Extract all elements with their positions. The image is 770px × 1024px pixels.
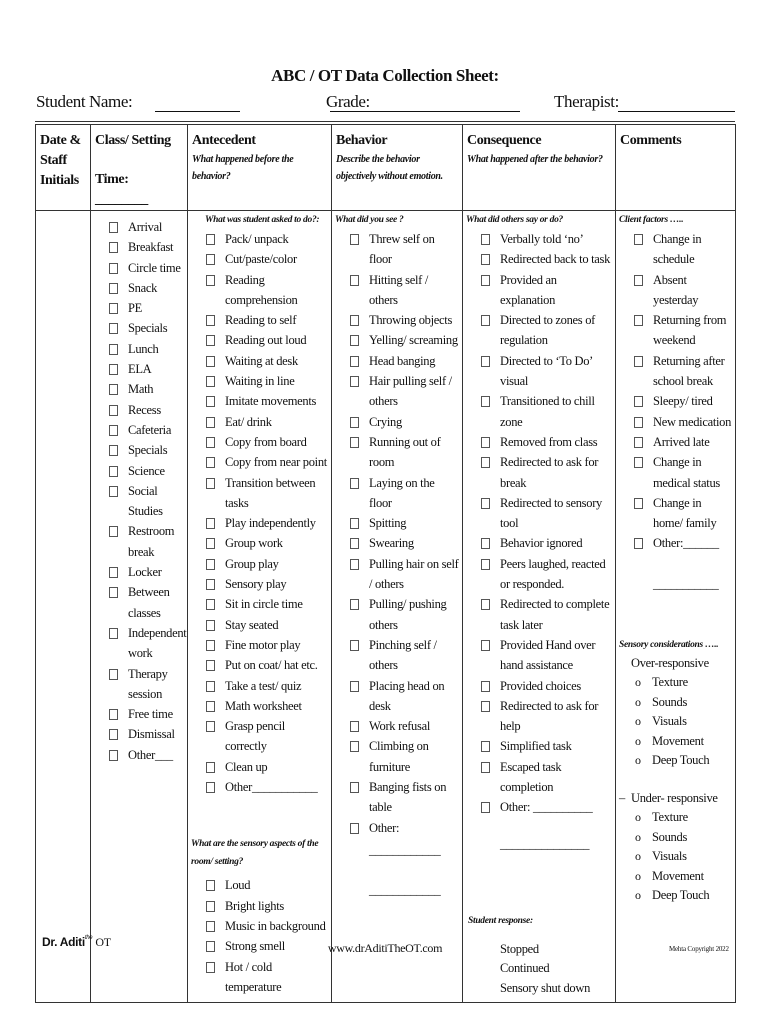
class-setting-checkbox[interactable]: Math <box>94 379 184 399</box>
class-setting-checkbox[interactable]: ELA <box>94 359 184 379</box>
sensory-aspects-caption: What are the sensory aspects of the room/ setting? <box>191 839 319 868</box>
under-responsive-label: – Under- responsive <box>619 790 718 805</box>
antecedent-checkbox[interactable]: Play independently <box>191 513 328 533</box>
behavior-cell <box>332 211 463 1003</box>
consequence-checkbox[interactable]: Provided an explanation <box>466 270 612 311</box>
comments-cell <box>616 211 736 1003</box>
antecedent-checkbox[interactable]: Pack/ unpack <box>191 229 328 249</box>
antecedent-checkbox[interactable]: Fine motor play <box>191 635 328 655</box>
sensory-aspect-checkbox[interactable]: Hot / cold temperature <box>191 957 328 998</box>
comments-blank-line[interactable]: ___________ <box>653 576 719 591</box>
behavior-checkbox[interactable]: Laying on the floor <box>335 473 459 514</box>
antecedent-cell <box>188 211 332 1003</box>
class-setting-checkbox[interactable]: Circle time <box>94 258 184 278</box>
student-name-label: Student Name: <box>36 92 133 111</box>
sensory-aspect-checkbox[interactable]: Bright lights <box>191 896 328 916</box>
antecedent-checkbox[interactable]: Stay seated <box>191 615 328 635</box>
behavior-checkbox[interactable]: Banging fists on table <box>335 777 459 818</box>
antecedent-checkbox[interactable]: Sit in circle time <box>191 594 328 614</box>
under-responsive-option[interactable]: o Sounds <box>619 828 732 848</box>
behavior-checkbox[interactable]: Hair pulling self / others <box>335 371 459 412</box>
client-factor-checkbox[interactable]: Absent yesterday <box>619 270 732 311</box>
client-factor-checkbox[interactable]: New medication <box>619 412 732 432</box>
behavior-checkbox[interactable]: Throwing objects <box>335 310 459 330</box>
antecedent-checkbox[interactable]: Copy from board <box>191 432 328 452</box>
sheet-title: ABC / OT Data Collection Sheet: <box>271 66 499 85</box>
consequence-checkbox[interactable]: Provided choices <box>466 676 612 696</box>
behavior-checkbox[interactable]: Pulling/ pushing others <box>335 594 459 635</box>
behavior-list <box>335 229 459 838</box>
student-response-option[interactable]: Continued <box>500 961 550 976</box>
class-setting-checkbox[interactable]: PE <box>94 298 184 318</box>
under-responsive-list <box>619 808 732 906</box>
over-responsive-list <box>619 673 732 771</box>
consequence-list <box>466 229 612 818</box>
class-setting-checkbox[interactable]: Free time <box>94 704 184 724</box>
behavior-checkbox[interactable]: Pinching self / others <box>335 635 459 676</box>
class-setting-checkbox[interactable]: Therapy session <box>94 664 184 705</box>
consequence-checkbox[interactable]: Directed to zones of regulation <box>466 310 612 351</box>
table-entry-row <box>36 211 736 1003</box>
consequence-cell <box>463 211 616 1003</box>
consequence-checkbox[interactable]: Redirected to ask for break <box>466 452 612 493</box>
class-setting-checkbox[interactable]: Other___ <box>94 745 184 765</box>
behavior-checkbox[interactable]: Spitting <box>335 513 459 533</box>
antecedent-checkbox[interactable]: Waiting at desk <box>191 351 328 371</box>
over-responsive-option[interactable]: o Visuals <box>619 712 732 732</box>
student-name-line[interactable] <box>155 111 240 112</box>
under-responsive-option[interactable]: o Movement <box>619 867 732 887</box>
antecedent-checkbox[interactable]: Reading out loud <box>191 330 328 350</box>
comments-header: Comments <box>616 125 736 211</box>
antecedent-checkbox[interactable]: Group play <box>191 554 328 574</box>
class-setting-checkbox[interactable]: Dismissal <box>94 724 184 744</box>
client-factor-checkbox[interactable]: Returning after school break <box>619 351 732 392</box>
header-row <box>36 92 736 116</box>
antecedent-checkbox[interactable]: Group work <box>191 533 328 553</box>
class-setting-checkbox[interactable]: Restroom break <box>94 521 184 562</box>
behavior-checkbox[interactable]: Head banging <box>335 351 459 371</box>
consequence-checkbox[interactable]: Simplified task <box>466 736 612 756</box>
behavior-checkbox[interactable]: Threw self on floor <box>335 229 459 270</box>
over-responsive-label: Over-responsive <box>631 655 709 670</box>
consequence-checkbox[interactable]: Verbally told ‘no’ <box>466 229 612 249</box>
over-responsive-option[interactable]: o Movement <box>619 732 732 752</box>
brand-logo: Dr. Aditi$^{the}$ OT <box>42 935 111 949</box>
table-header-row <box>36 125 736 211</box>
class-setting-checkbox[interactable]: Specials <box>94 440 184 460</box>
class-setting-checkbox[interactable]: Science <box>94 461 184 481</box>
behavior-checkbox[interactable]: Running out of room <box>335 432 459 473</box>
client-factor-checkbox[interactable]: Sleepy/ tired <box>619 391 732 411</box>
under-responsive-option[interactable]: o Texture <box>619 808 732 828</box>
behavior-checkbox[interactable]: Swearing <box>335 533 459 553</box>
antecedent-checkbox[interactable]: Transition between tasks <box>191 473 328 514</box>
sensory-aspects-list <box>191 875 328 997</box>
footer-url[interactable]: www.drAditiTheOT.com <box>327 941 443 955</box>
class-setting-checkbox[interactable]: Social Studies <box>94 481 184 522</box>
student-response-option[interactable]: Sensory shut down <box>500 980 591 995</box>
student-response-option[interactable]: Stopped <box>500 941 539 956</box>
behavior-blank-line[interactable]: ____________ <box>369 842 441 857</box>
over-responsive-option[interactable]: o Deep Touch <box>619 751 732 771</box>
client-factor-checkbox[interactable]: Change in schedule <box>619 229 732 270</box>
behavior-checkbox[interactable]: Crying <box>335 412 459 432</box>
antecedent-list <box>191 229 328 797</box>
class-setting-checkbox[interactable]: Arrival <box>94 217 184 237</box>
grade-label: Grade: <box>326 92 370 111</box>
sensory-aspect-checkbox[interactable]: Loud <box>191 875 328 895</box>
client-factors-caption: Client factors ….. <box>619 215 684 225</box>
class-setting-checkbox[interactable]: Between classes <box>94 582 184 623</box>
consequence-checkbox[interactable]: Provided Hand over hand assistance <box>466 635 612 676</box>
over-responsive-option[interactable]: o Texture <box>619 673 732 693</box>
student-response-caption: Student response: <box>468 915 533 926</box>
antecedent-checkbox[interactable]: Grasp pencil correctly <box>191 716 328 757</box>
behavior-checkbox[interactable]: Yelling/ screaming <box>335 330 459 350</box>
client-factor-checkbox[interactable]: Arrived late <box>619 432 732 452</box>
consequence-checkbox[interactable]: Redirected to sensory tool <box>466 493 612 534</box>
consequence-header: Consequence What happened after the behavior? <box>463 125 616 211</box>
antecedent-checkbox[interactable]: Cut/paste/color <box>191 249 328 269</box>
class-setting-cell <box>91 211 188 1003</box>
client-factor-checkbox[interactable]: Change in home/ family <box>619 493 732 534</box>
class-setting-checkbox[interactable]: Locker <box>94 562 184 582</box>
behavior-blank-line[interactable]: ____________ <box>369 882 441 897</box>
antecedent-checkbox[interactable]: Math worksheet <box>191 696 328 716</box>
behavior-caption: What did you see ? <box>335 215 404 225</box>
abc-data-table <box>35 124 736 1003</box>
behavior-checkbox[interactable]: Placing head on desk <box>335 676 459 717</box>
class-setting-checkbox[interactable]: Independent work <box>94 623 184 664</box>
consequence-checkbox[interactable]: Redirected back to task <box>466 249 612 269</box>
under-responsive-option[interactable]: o Visuals <box>619 847 732 867</box>
antecedent-checkbox[interactable]: Clean up <box>191 757 328 777</box>
consequence-checkbox[interactable]: Transitioned to chill zone <box>466 391 612 432</box>
antecedent-checkbox[interactable]: Sensory play <box>191 574 328 594</box>
behavior-checkbox[interactable]: Other: <box>335 818 459 838</box>
antecedent-checkbox[interactable]: Take a test/ quiz <box>191 676 328 696</box>
antecedent-checkbox[interactable]: Other___________ <box>191 777 328 797</box>
behavior-checkbox[interactable]: Climbing on furniture <box>335 736 459 777</box>
class-setting-header: Class/ Setting Time: ________ <box>91 125 188 211</box>
client-factor-checkbox[interactable]: Other:______ <box>619 533 732 553</box>
consequence-checkbox[interactable]: Behavior ignored <box>466 533 612 553</box>
consequence-checkbox[interactable]: Redirected to ask for help <box>466 696 612 737</box>
behavior-header: Behavior Describe the behavior objectively without emotion. <box>332 125 463 211</box>
class-setting-checkbox[interactable]: Cafeteria <box>94 420 184 440</box>
consequence-checkbox[interactable]: Redirected to complete task later <box>466 594 612 635</box>
consequence-checkbox[interactable]: Escaped task completion <box>466 757 612 798</box>
consequence-checkbox[interactable]: Other: __________ <box>466 797 612 817</box>
behavior-checkbox[interactable]: Pulling hair on self / others <box>335 554 459 595</box>
antecedent-checkbox[interactable]: Imitate movements <box>191 391 328 411</box>
class-setting-checkbox[interactable]: Recess <box>94 400 184 420</box>
antecedent-checkbox[interactable]: Reading comprehension <box>191 270 328 311</box>
class-setting-checkbox[interactable]: Snack <box>94 278 184 298</box>
therapist-line[interactable] <box>618 111 735 112</box>
class-setting-checkbox[interactable]: Breakfast <box>94 237 184 257</box>
client-factor-checkbox[interactable]: Returning from weekend <box>619 310 732 351</box>
sensory-aspect-checkbox[interactable]: Strong smell <box>191 936 328 956</box>
antecedent-header: Antecedent What happened before the behavior? <box>188 125 332 211</box>
grade-line[interactable] <box>330 111 520 112</box>
consequence-blank-line[interactable]: _______________ <box>500 836 590 851</box>
over-responsive-option[interactable]: o Sounds <box>619 693 732 713</box>
behavior-checkbox[interactable]: Hitting self / others <box>335 270 459 311</box>
antecedent-checkbox[interactable]: Waiting in line <box>191 371 328 391</box>
behavior-checkbox[interactable]: Work refusal <box>335 716 459 736</box>
time-field[interactable]: Time: ________ <box>95 172 148 207</box>
under-responsive-option[interactable]: o Deep Touch <box>619 886 732 906</box>
antecedent-checkbox[interactable]: Eat/ drink <box>191 412 328 432</box>
antecedent-checkbox[interactable]: Reading to self <box>191 310 328 330</box>
sensory-aspect-checkbox[interactable]: Music in background <box>191 916 328 936</box>
date-cell[interactable] <box>36 211 91 1003</box>
consequence-checkbox[interactable]: Removed from class <box>466 432 612 452</box>
client-factors-list <box>619 229 732 554</box>
class-setting-checkbox[interactable]: Lunch <box>94 339 184 359</box>
class-setting-checkbox[interactable]: Specials <box>94 318 184 338</box>
consequence-checkbox[interactable]: Peers laughed, reacted or responded. <box>466 554 612 595</box>
class-setting-list <box>94 217 187 765</box>
footer-copyright: Mehta Copyright 2022 <box>669 945 729 953</box>
antecedent-caption: What was student asked to do?: <box>205 215 320 225</box>
sensory-considerations-caption: Sensory considerations ….. <box>619 639 719 650</box>
consequence-caption: What did others say or do? <box>466 215 563 225</box>
consequence-checkbox[interactable]: Directed to ‘To Do’ visual <box>466 351 612 392</box>
antecedent-checkbox[interactable]: Put on coat/ hat etc. <box>191 655 328 675</box>
date-header: Date & Staff Initials <box>36 125 91 211</box>
client-factor-checkbox[interactable]: Change in medical status <box>619 452 732 493</box>
antecedent-checkbox[interactable]: Copy from near point <box>191 452 328 472</box>
therapist-label: Therapist: <box>554 92 619 111</box>
